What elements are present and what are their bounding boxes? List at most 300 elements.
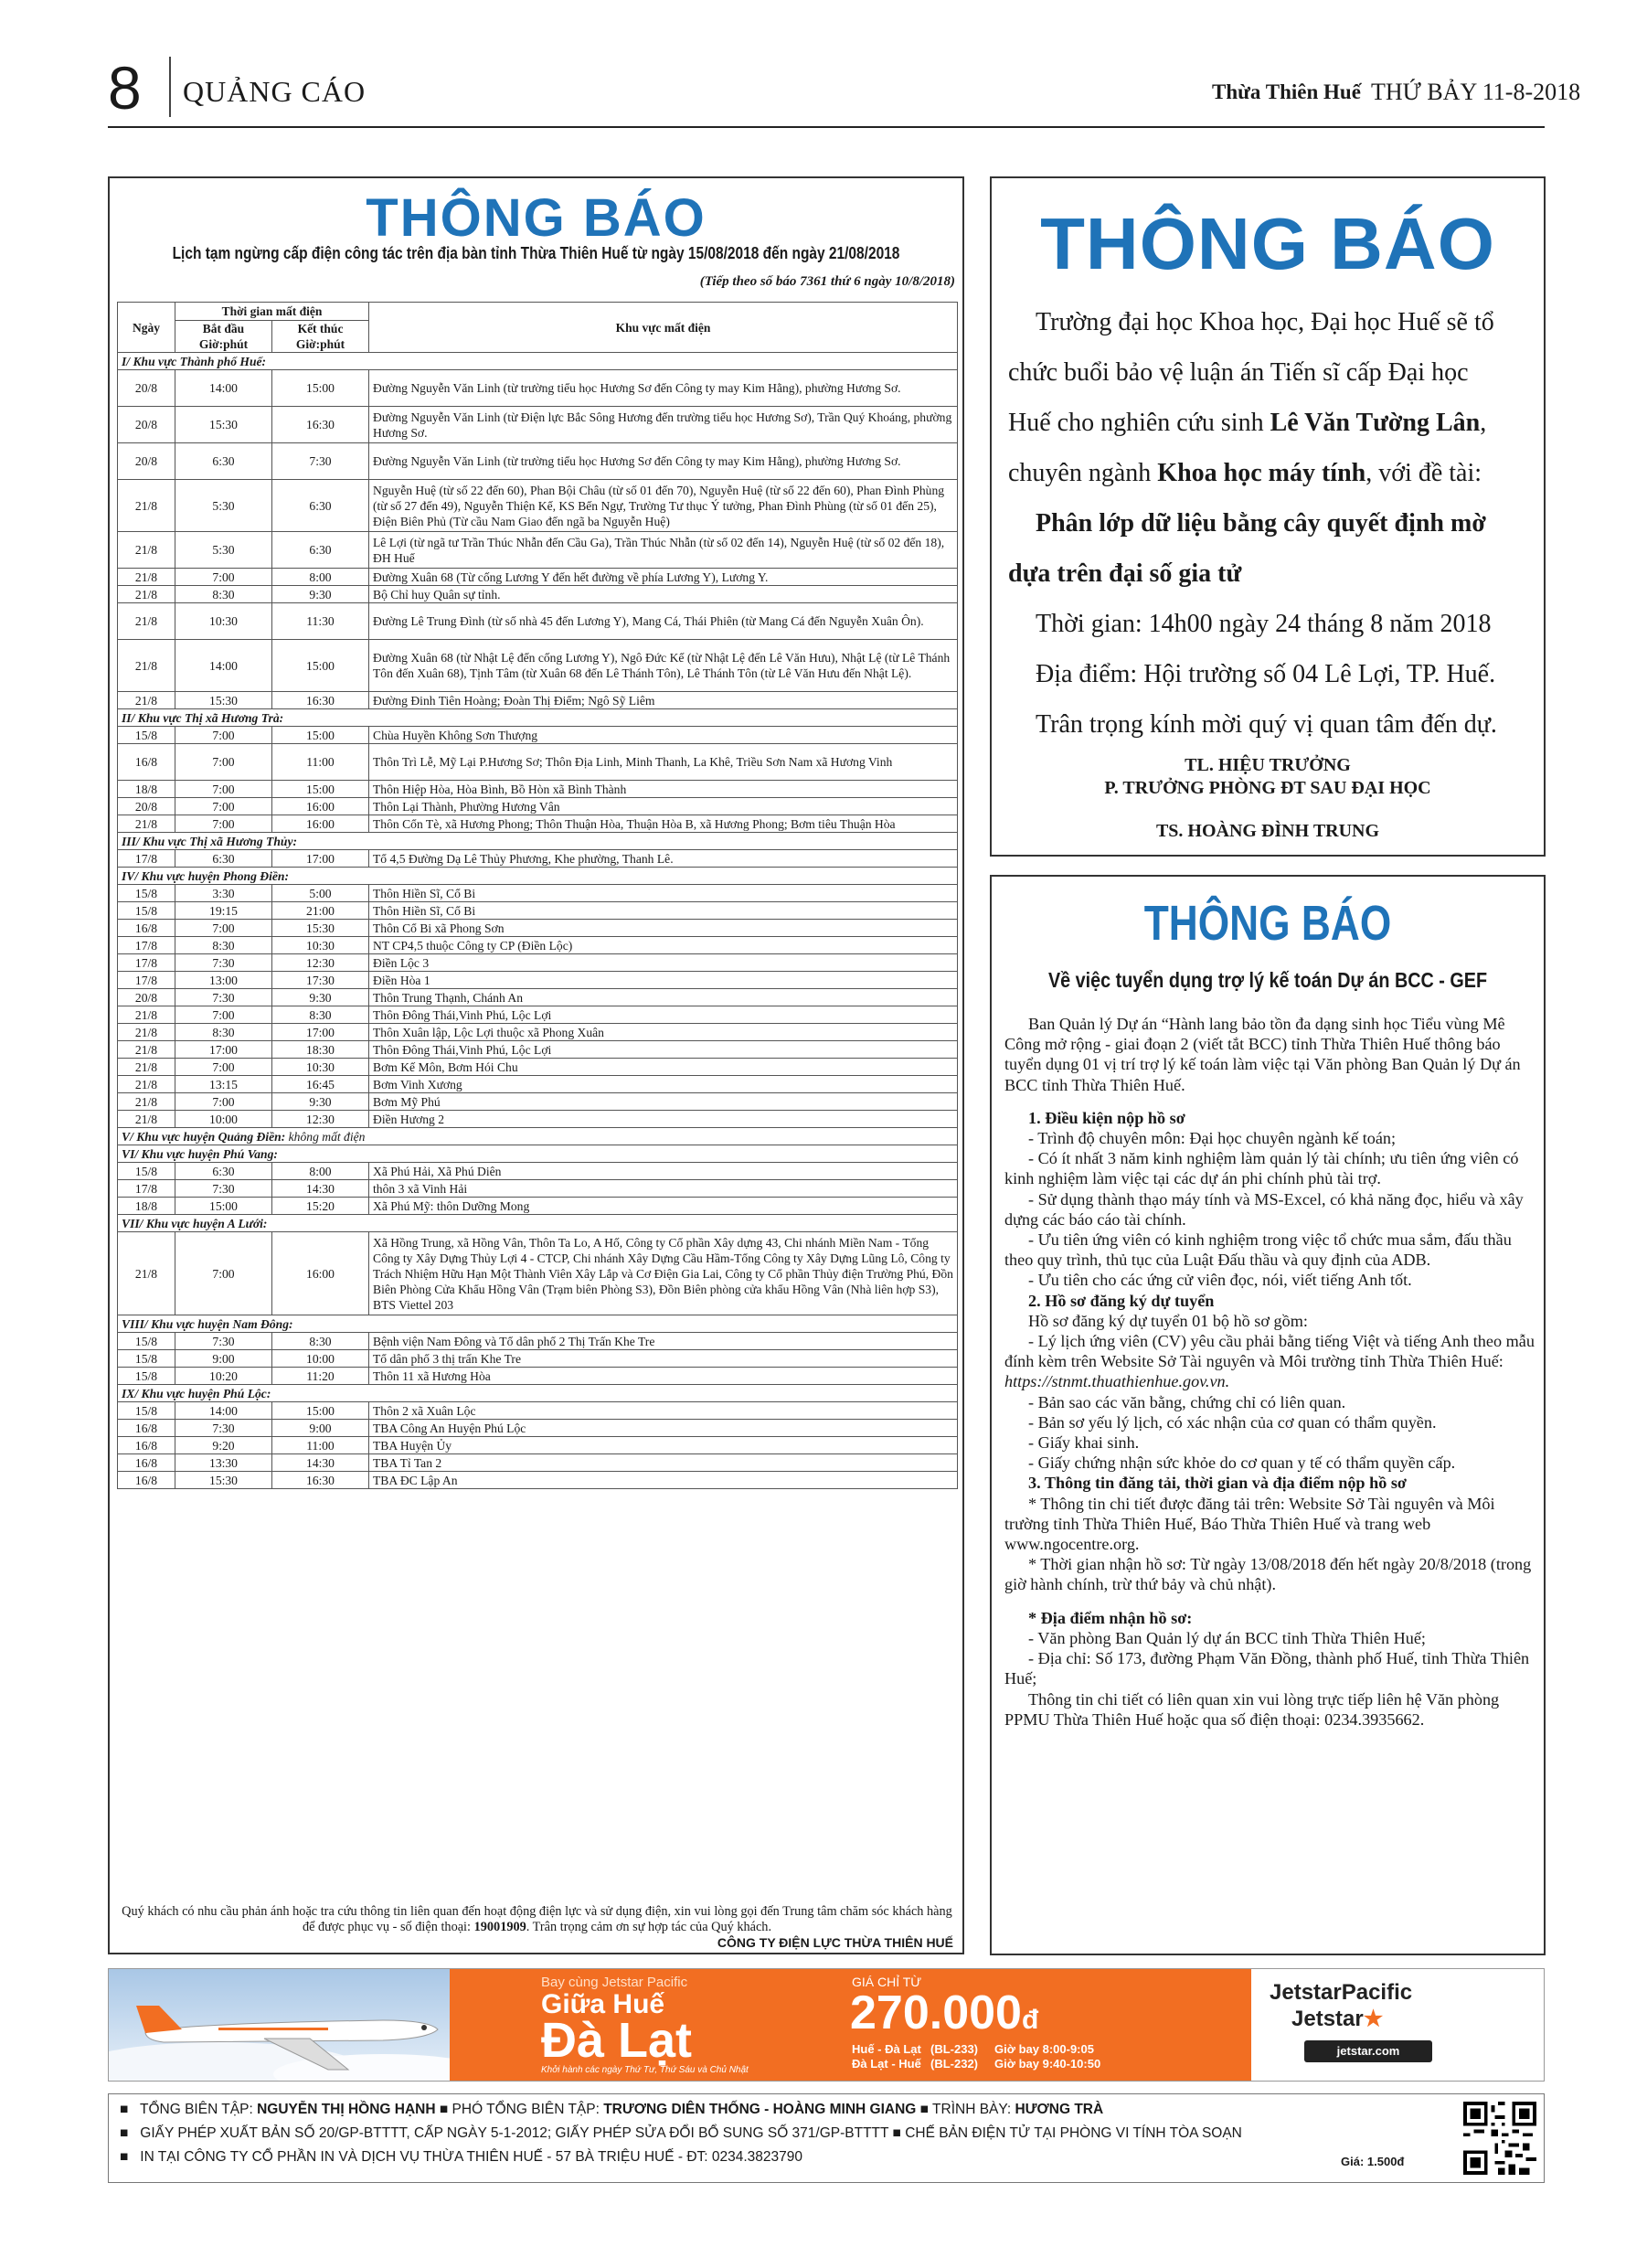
recruit-heading-2: 2. Hồ sơ đăng ký dự tuyển bbox=[1028, 1291, 1215, 1310]
recruit-c5: - Ưu tiên cho các ứng cử viên đọc, nói, viết tiếng Anh tốt. bbox=[1028, 1271, 1412, 1290]
cell-end: 16:00 bbox=[272, 798, 369, 815]
cell-area: Đường Đinh Tiên Hoàng; Đoàn Thị Điểm; Ngô Sỹ Liêm bbox=[369, 692, 958, 709]
designer: HƯƠNG TRÀ bbox=[1015, 2102, 1104, 2117]
table-row bbox=[118, 1180, 958, 1198]
table-row bbox=[118, 370, 958, 407]
ad-legs bbox=[852, 2042, 1100, 2071]
cell-area: Thôn Hiền Sĩ, Cổ Bi bbox=[369, 902, 958, 920]
jetstar-site[interactable]: jetstar.com bbox=[1304, 2040, 1432, 2062]
cell-start: 10:20 bbox=[175, 1368, 272, 1385]
cell-end: 10:30 bbox=[272, 1059, 369, 1076]
table-row bbox=[118, 1076, 958, 1093]
cell-day: 21/8 bbox=[118, 586, 175, 603]
cell-start: 15:30 bbox=[175, 407, 272, 443]
brand-jetstar-text: Jetstar bbox=[1291, 2007, 1364, 2031]
cell-end: 8:30 bbox=[272, 1333, 369, 1350]
table-row bbox=[118, 1093, 958, 1111]
cell-day: 20/8 bbox=[118, 443, 175, 480]
cell-area: Thôn Trì Lễ, Mỹ Lại P.Hương Sơ; Thôn Địa Linh, Minh Thanh, La Khê, Triều Sơn Nam xã Hương Vinh bbox=[369, 744, 958, 781]
col-start: Bắt đầu Giờ:phút bbox=[175, 321, 272, 353]
thesis-place: Địa điểm: Hội trường số 04 Lê Lợi, TP. Huế. bbox=[1036, 660, 1496, 688]
cell-start: 10:30 bbox=[175, 603, 272, 640]
thesis-invite: Trân trọng kính mời quý vị quan tâm đến dự. bbox=[1036, 710, 1497, 739]
cell-day: 21/8 bbox=[118, 603, 175, 640]
table-row bbox=[118, 1454, 958, 1472]
cell-day: 18/8 bbox=[118, 781, 175, 798]
cell-day: 20/8 bbox=[118, 370, 175, 407]
thesis-sign-1: TL. HIỆU TRƯỞNG bbox=[1185, 755, 1351, 775]
cell-day: 17/8 bbox=[118, 850, 175, 868]
star-icon: ★ bbox=[1363, 2007, 1384, 2031]
cell-day: 17/8 bbox=[118, 954, 175, 972]
section-name: VIII/ Khu vực huyện Nam Đông: bbox=[122, 1316, 293, 1331]
candidate-name: Lê Văn Tường Lân bbox=[1270, 409, 1481, 437]
cell-area: TBA Công An Huyện Phú Lộc bbox=[369, 1420, 958, 1437]
ad-fly: Bay cùng Jetstar Pacific bbox=[541, 1975, 688, 1990]
cell-day: 21/8 bbox=[118, 815, 175, 833]
cell-end: 16:30 bbox=[272, 1472, 369, 1489]
brand-pacific: JetstarPacific bbox=[1270, 1980, 1413, 2005]
cell-end: 11:00 bbox=[272, 744, 369, 781]
cell-area: Thôn 2 xã Xuân Lộc bbox=[369, 1402, 958, 1420]
table-section bbox=[118, 1385, 958, 1402]
cell-start: 13:15 bbox=[175, 1076, 272, 1093]
outage-subtitle: Lịch tạm ngừng cấp điện công tác trên địa bàn tỉnh Thừa Thiên Huế từ ngày 15/08/2018 đến ngày 21/08/2018 bbox=[172, 244, 900, 262]
cell-end: 11:20 bbox=[272, 1368, 369, 1385]
thesis-line-4 bbox=[1008, 448, 1534, 498]
recruit-c4: - Ưu tiên ứng viên có kinh nghiệm trong việc tổ chức mua sắm, đấu thầu theo quy trình, thủ tục của Luật Đấu thầu và quy định của ADB. bbox=[1004, 1230, 1512, 1270]
recruit-f1: - Văn phòng Ban Quản lý dự án BCC tỉnh Thừa Thiên Huế; bbox=[1028, 1628, 1426, 1647]
ad-route-2: Đà Lạt bbox=[541, 2013, 693, 2068]
cell-end: 15:20 bbox=[272, 1198, 369, 1215]
section-name: IX/ Khu vực huyện Phú Lộc: bbox=[122, 1386, 271, 1400]
recruit-c3: - Sử dụng thành thạo máy tính và MS-Excel, có khả năng đọc, hiểu và xây dựng các báo cáo tài chính. bbox=[1004, 1189, 1524, 1229]
cell-day: 16/8 bbox=[118, 920, 175, 937]
thesis-line-4a: chuyên ngành bbox=[1008, 459, 1158, 487]
cell-start: 9:00 bbox=[175, 1350, 272, 1368]
cell-start: 17:00 bbox=[175, 1041, 272, 1059]
ad-time-2: Giờ bay 9:40-10:50 bbox=[994, 2057, 1101, 2071]
recruit-e1: * Thông tin chi tiết được đăng tải trên: Website Sở Tài nguyên và Môi trường tỉnh Thừa Thiên Huế, Báo Thừa Thiên Huế và trang web www.ngocentre.org. bbox=[1004, 1494, 1495, 1554]
cell-area: Tổ dân phố 3 thị trấn Khe Tre bbox=[369, 1350, 958, 1368]
table-row bbox=[118, 781, 958, 798]
col-day: Ngày bbox=[118, 303, 175, 353]
thesis-topic-2: dựa trên đại số gia tử bbox=[1008, 559, 1242, 588]
page-number: 8 bbox=[108, 54, 142, 122]
outage-company: CÔNG TY ĐIỆN LỰC THỪA THIÊN HUẾ bbox=[717, 1935, 953, 1950]
outage-table bbox=[117, 302, 958, 1489]
cell-end: 6:30 bbox=[272, 480, 369, 532]
cell-day: 15/8 bbox=[118, 885, 175, 902]
cell-area: Thôn Đông Thái,Vinh Phú, Lộc Lợi bbox=[369, 1041, 958, 1059]
table-row bbox=[118, 1368, 958, 1385]
section-title bbox=[118, 1128, 958, 1145]
cell-start: 9:20 bbox=[175, 1437, 272, 1454]
cell-start: 7:00 bbox=[175, 1093, 272, 1111]
cell-end: 12:30 bbox=[272, 1111, 369, 1128]
cell-start: 13:00 bbox=[175, 972, 272, 989]
design-label: TRÌNH BÀY: bbox=[932, 2102, 1012, 2117]
cell-day: 18/8 bbox=[118, 1198, 175, 1215]
section-name: V/ Khu vực huyện Quảng Điền: bbox=[122, 1129, 286, 1144]
table-row bbox=[118, 480, 958, 532]
table-row bbox=[118, 1041, 958, 1059]
recruit-heading-3: 3. Thông tin đăng tải, thời gian và địa điểm nộp hồ sơ bbox=[1028, 1474, 1407, 1493]
cell-area: Bộ Chỉ huy Quân sự tỉnh. bbox=[369, 586, 958, 603]
cell-start: 15:00 bbox=[175, 1198, 272, 1215]
cell-end: 5:00 bbox=[272, 885, 369, 902]
cell-day: 21/8 bbox=[118, 692, 175, 709]
table-section bbox=[118, 868, 958, 885]
table-section bbox=[118, 833, 958, 850]
cell-area: Điền Lộc 3 bbox=[369, 954, 958, 972]
section-name: II/ Khu vực Thị xã Hương Trà: bbox=[122, 710, 284, 725]
cell-end: 10:00 bbox=[272, 1350, 369, 1368]
deputy: TRƯƠNG DIÊN THỐNG - HOÀNG MINH GIANG bbox=[603, 2102, 917, 2117]
cell-end: 14:30 bbox=[272, 1454, 369, 1472]
table-row bbox=[118, 407, 958, 443]
cell-start: 7:00 bbox=[175, 798, 272, 815]
imprint bbox=[108, 2093, 1545, 2183]
table-section bbox=[118, 1315, 958, 1333]
cell-end: 16:30 bbox=[272, 692, 369, 709]
table-row bbox=[118, 443, 958, 480]
cell-end: 10:30 bbox=[272, 937, 369, 954]
cell-start: 15:30 bbox=[175, 692, 272, 709]
table-row bbox=[118, 1350, 958, 1368]
table-row bbox=[118, 885, 958, 902]
thesis-time: Thời gian: 14h00 ngày 24 tháng 8 năm 2018 bbox=[1036, 610, 1492, 638]
cell-area: Tổ 4,5 Đường Dạ Lê Thủy Phương, Khe phường, Thanh Lê. bbox=[369, 850, 958, 868]
cell-start: 7:00 bbox=[175, 781, 272, 798]
section-name: VI/ Khu vực huyện Phú Vang: bbox=[122, 1146, 278, 1161]
cell-start: 6:30 bbox=[175, 1163, 272, 1180]
section-title bbox=[118, 1385, 958, 1402]
cell-start: 7:00 bbox=[175, 920, 272, 937]
cell-end: 14:30 bbox=[272, 1180, 369, 1198]
cell-day: 21/8 bbox=[118, 480, 175, 532]
cell-area: Thôn Cổn Tè, xã Hương Phong; Thôn Thuận Hòa, Thuận Hòa B, xã Hương Phong; Bơm tiêu Thuận Hòa bbox=[369, 815, 958, 833]
table-row bbox=[118, 603, 958, 640]
cell-area: Điền Hương 2 bbox=[369, 1111, 958, 1128]
cell-area: Bơm Vinh Xương bbox=[369, 1076, 958, 1093]
ad-price-label: GIÁ CHỈ TỪ bbox=[852, 1975, 922, 1989]
table-section bbox=[118, 1215, 958, 1232]
table-row bbox=[118, 569, 958, 586]
recruit-f2: - Địa chỉ: Số 173, đường Phạm Văn Đồng, thành phố Huế, tỉnh Thừa Thiên Huế; bbox=[1004, 1649, 1530, 1688]
section-note: không mất điện bbox=[288, 1129, 366, 1144]
cell-area: Bệnh viện Nam Đông và Tổ dân phố 2 Thị Trấn Khe Tre bbox=[369, 1333, 958, 1350]
ad-schedule: Khởi hành các ngày Thứ Tư, Thứ Sáu và Chủ Nhật bbox=[541, 2065, 749, 2075]
cell-area: Chùa Huyền Không Sơn Thượng bbox=[369, 727, 958, 744]
cell-end: 9:30 bbox=[272, 1093, 369, 1111]
cell-area: Bơm Kế Môn, Bơm Hói Chu bbox=[369, 1059, 958, 1076]
cell-day: 21/8 bbox=[118, 1111, 175, 1128]
cell-end: 9:30 bbox=[272, 586, 369, 603]
cell-area: Thôn Xuân lập, Lộc Lợi thuộc xã Phong Xuân bbox=[369, 1024, 958, 1041]
cell-start: 15:30 bbox=[175, 1472, 272, 1489]
cell-end: 12:30 bbox=[272, 954, 369, 972]
thesis-title: THÔNG BÁO bbox=[1040, 203, 1495, 284]
recruit-heading-4: * Địa điểm nhận hồ sơ: bbox=[1028, 1608, 1193, 1627]
cell-end: 15:00 bbox=[272, 727, 369, 744]
cell-end: 8:30 bbox=[272, 1006, 369, 1024]
editor: NGUYỄN THỊ HỒNG HẠNH bbox=[257, 2102, 436, 2117]
header-rule bbox=[108, 126, 1545, 128]
cell-area: Lê Lợi (từ ngã tư Trần Thúc Nhẫn đến Cầu Ga), Trần Thúc Nhẫn (từ số 02 đến 14), Nguyễn Huệ (từ số 02 đến 18), ĐH Huế bbox=[369, 532, 958, 569]
outage-footer-end: . Trân trọng cảm ơn sự hợp tác của Quý khách. bbox=[526, 1920, 772, 1934]
hotline-number: 19001909 bbox=[473, 1920, 526, 1934]
cell-start: 14:00 bbox=[175, 1402, 272, 1420]
cell-end: 15:00 bbox=[272, 370, 369, 407]
cell-start: 7:00 bbox=[175, 1006, 272, 1024]
cell-end: 17:00 bbox=[272, 1024, 369, 1041]
table-row bbox=[118, 1111, 958, 1128]
cell-day: 16/8 bbox=[118, 1437, 175, 1454]
table-row bbox=[118, 692, 958, 709]
editor-label: TỔNG BIÊN TẬP: bbox=[140, 2102, 253, 2117]
cell-end: 17:30 bbox=[272, 972, 369, 989]
cell-day: 21/8 bbox=[118, 532, 175, 569]
section-title bbox=[118, 353, 958, 370]
table-section bbox=[118, 1145, 958, 1163]
cell-end: 9:00 bbox=[272, 1420, 369, 1437]
recruitment-notice bbox=[990, 875, 1546, 1955]
section-title bbox=[118, 1215, 958, 1232]
cell-day: 15/8 bbox=[118, 902, 175, 920]
table-row bbox=[118, 532, 958, 569]
cell-start: 7:00 bbox=[175, 727, 272, 744]
section-title bbox=[118, 709, 958, 727]
cell-end: 6:30 bbox=[272, 532, 369, 569]
cell-day: 16/8 bbox=[118, 1454, 175, 1472]
recruit-f3: Thông tin chi tiết có liên quan xin vui lòng trực tiếp liên hệ Văn phòng PPMU Thừa Thiên Huế hoặc qua số điện thoại: 0234.3935662. bbox=[1004, 1689, 1500, 1729]
imprint-line-3: ■ IN TẠI CÔNG TY CỔ PHẦN IN VÀ DỊCH VỤ THỪA THIÊN HUẾ - 57 BÀ TRIỆU HUẾ - ĐT: 0234.3823790 bbox=[120, 2149, 803, 2165]
outage-footer bbox=[119, 1904, 955, 1935]
table-row bbox=[118, 640, 958, 692]
cell-start: 7:00 bbox=[175, 1059, 272, 1076]
ad-price-value: 270.000 bbox=[850, 1986, 1022, 2039]
ad-time-1: Giờ bay 8:00-9:05 bbox=[994, 2042, 1094, 2056]
cell-day: 17/8 bbox=[118, 1180, 175, 1198]
cell-end: 11:30 bbox=[272, 603, 369, 640]
cell-start: 5:30 bbox=[175, 480, 272, 532]
cell-area: Thôn Hiệp Hòa, Hòa Bình, Bồ Hòn xã Bình Thành bbox=[369, 781, 958, 798]
cell-start: 8:30 bbox=[175, 586, 272, 603]
cell-area: Đường Nguyễn Văn Linh (từ Điện lực Bắc Sông Hương đến trường tiểu học Hương Sơ), Trần Quý Khoáng, phường Hương Sơ. bbox=[369, 407, 958, 443]
prepress: CHẾ BẢN ĐIỆN TỬ TẠI PHÒNG VI TÍNH TÒA SOẠN bbox=[905, 2125, 1242, 2141]
table-row bbox=[118, 1006, 958, 1024]
recruit-d1 bbox=[1004, 1331, 1535, 1392]
cell-area: Đường Lê Trung Đình (từ số nhà 45 đến Lương Y), Mang Cá, Thái Phiên (từ Mang Cá đến Nguyễn Xuân Ôn). bbox=[369, 603, 958, 640]
table-row bbox=[118, 1059, 958, 1076]
cell-start: 7:30 bbox=[175, 989, 272, 1006]
cell-area: Thôn Hiền Sĩ, Cổ Bi bbox=[369, 885, 958, 902]
jetstar-logo bbox=[1251, 1969, 1545, 2082]
ad-offer bbox=[450, 1969, 1251, 2082]
table-section bbox=[118, 353, 958, 370]
col-end: Kết thúc Giờ:phút bbox=[272, 321, 369, 353]
cell-area: NT CP4,5 thuộc Công ty CP (Điền Lộc) bbox=[369, 937, 958, 954]
recruit-title: THÔNG BÁO bbox=[1143, 896, 1392, 951]
cell-day: 21/8 bbox=[118, 640, 175, 692]
jetstar-ad[interactable] bbox=[108, 1968, 1545, 2082]
recruit-c2: - Có ít nhất 3 năm kinh nghiệm làm quản lý tài chính; ưu tiên ứng viên có kinh nghiệm làm việc tại các dự án phi chính phủ tài trợ. bbox=[1004, 1149, 1519, 1188]
newspaper-name: Thừa Thiên Huế bbox=[1212, 80, 1361, 103]
cell-start: 7:00 bbox=[175, 1232, 272, 1315]
cell-start: 3:30 bbox=[175, 885, 272, 902]
cell-start: 19:15 bbox=[175, 902, 272, 920]
table-row bbox=[118, 586, 958, 603]
recruit-d3: - Bản sơ yếu lý lịch, có xác nhận của cơ quan có thẩm quyền. bbox=[1028, 1412, 1437, 1432]
cell-end: 21:00 bbox=[272, 902, 369, 920]
recruit-url[interactable]: https://stnmt.thuathienhue.gov.vn. bbox=[1004, 1372, 1230, 1391]
cell-start: 7:30 bbox=[175, 1333, 272, 1350]
ad-code-1: (BL-233) bbox=[930, 2042, 979, 2056]
thesis-signer: TS. HOÀNG ĐÌNH TRUNG bbox=[1155, 821, 1380, 841]
brand-jetstar bbox=[1291, 2006, 1383, 2032]
cell-day: 21/8 bbox=[118, 1059, 175, 1076]
cell-day: 21/8 bbox=[118, 1024, 175, 1041]
table-row bbox=[118, 727, 958, 744]
table-row bbox=[118, 920, 958, 937]
table-row bbox=[118, 989, 958, 1006]
section-title bbox=[118, 833, 958, 850]
table-row bbox=[118, 1420, 958, 1437]
cell-end: 9:30 bbox=[272, 989, 369, 1006]
cell-area: Đường Xuân 68 (từ Nhật Lệ đến cống Lương Y), Ngô Đức Kế (từ Nhật Lệ đến Lê Văn Hưu), Nhật Lệ (từ Lê Thánh Tôn đến Xuân 68), Tịnh Tâm (từ Xuân 68 đến Lê Thánh Tôn), Lê Thánh Tôn (từ Lê Văn Hưu đến Nhật Lệ). bbox=[369, 640, 958, 692]
ad-currency: đ bbox=[1021, 2005, 1039, 2035]
recruit-c1: - Trình độ chuyên môn: Đại học chuyên ngành kế toán; bbox=[1028, 1129, 1397, 1148]
cell-area: thôn 3 xã Vinh Hải bbox=[369, 1180, 958, 1198]
table-row bbox=[118, 954, 958, 972]
recruit-d0: Hồ sơ đăng ký dự tuyển 01 bộ hồ sơ gồm: bbox=[1028, 1311, 1308, 1330]
cell-end: 7:30 bbox=[272, 443, 369, 480]
cell-end: 16:00 bbox=[272, 815, 369, 833]
qr-code-icon bbox=[1463, 2102, 1536, 2175]
ad-leg-1: Huế - Đà Lạt bbox=[852, 2042, 921, 2056]
recruit-d4: - Giấy khai sinh. bbox=[1028, 1433, 1140, 1453]
section-title bbox=[118, 1145, 958, 1163]
printer: IN TẠI CÔNG TY CỔ PHẦN IN VÀ DỊCH VỤ THỪA THIÊN HUẾ - 57 BÀ TRIỆU HUẾ - ĐT: 0234.3823790 bbox=[140, 2149, 803, 2165]
thesis-line-1: Trường đại học Khoa học, Đại học Huế sẽ tổ bbox=[1036, 308, 1494, 336]
cell-area: Thôn 11 xã Hương Hòa bbox=[369, 1368, 958, 1385]
cell-end: 18:30 bbox=[272, 1041, 369, 1059]
ad-leg-2: Đà Lạt - Huế bbox=[852, 2057, 921, 2071]
cell-day: 21/8 bbox=[118, 1041, 175, 1059]
table-row bbox=[118, 815, 958, 833]
cell-day: 15/8 bbox=[118, 727, 175, 744]
cell-area: TBA Tỉ Tan 2 bbox=[369, 1454, 958, 1472]
table-row bbox=[118, 1232, 958, 1315]
outage-table-body bbox=[118, 353, 958, 1489]
cell-start: 6:30 bbox=[175, 850, 272, 868]
thesis-notice bbox=[990, 176, 1546, 857]
recruit-intro: Ban Quản lý Dự án “Hành lang bảo tồn đa dạng sinh học Tiểu vùng Mê Công mở rộng - giai đoạn 2 (viết tắt BCC) tỉnh Thừa Thiên Huế thông báo tuyển dụng 01 vị trí trợ lý kế toán làm việc tại Văn phòng Ban Quản lý Dự án BCC tỉnh Thừa Thiên Huế. bbox=[1004, 1015, 1521, 1094]
section-title: QUẢNG CÁO bbox=[183, 75, 367, 108]
cell-area: Thôn Trung Thạnh, Chánh An bbox=[369, 989, 958, 1006]
cell-area: Nguyễn Huệ (từ số 22 đến 60), Phan Bội Châu (từ số 01 đến 70), Nguyễn Huệ (từ số 22 đến 60), Phan Đình Phùng (từ số 27 đến 49), Nguyễn Thiện Kế, KS Bến Ngự, Trường Tư thục Ý tưởng, Phan Đình Phùng (từ số 01 đến 25), Điện Biên Phủ (Từ cầu Nam Giao đến ngã ba Nguyễn Huệ) bbox=[369, 480, 958, 532]
cell-area: Thôn Cổ Bi xã Phong Sơn bbox=[369, 920, 958, 937]
table-row bbox=[118, 798, 958, 815]
recruit-d2: - Bản sao các văn bằng, chứng chỉ có liên quan. bbox=[1028, 1392, 1346, 1411]
ad-price bbox=[850, 1986, 1038, 2048]
cell-day: 20/8 bbox=[118, 798, 175, 815]
thesis-line-3: Huế cho nghiên cứu sinh Lê Văn Tường Lân, bbox=[1008, 409, 1487, 437]
cell-area: Xã Hồng Trung, xã Hồng Vân, Thôn Ta Lo, A Hố, Công ty Cổ phần Xây dựng 43, Chi nhánh Miền Nam - Tổng Công ty Xây Dựng Thủy Lợi 4 - CTCP, Chi nhánh Xây Dựng Cầu Hầm-Tổng Công ty Xây Dựng Lũng Lô, Công ty Trách Nhiệm Hữu Hạn Một Thành Viên Xây Lắp và Cơ Điện Gia Lai, Công ty Cổ phần Thủy điện Trường Phú, Đồn Biên Phòng Cửa Khẩu Hồng Vân (Trạm biên Phòng S3), Đồn Biên phòng cửa khẩu Hồng Vân (Nhà liên hợp S3), BTS Viettel 203 bbox=[369, 1232, 958, 1315]
recruit-heading-1: 1. Điều kiện nộp hồ sơ bbox=[1028, 1108, 1185, 1127]
imprint-line-1: ■ TỔNG BIÊN TẬP: NGUYỄN THỊ HỒNG HẠNH ■ PHÓ TỔNG BIÊN TẬP: TRƯƠNG DIÊN THỐNG - HOÀNG MINH GIANG ■ TRÌNH BÀY: HƯƠNG TRÀ bbox=[120, 2102, 1104, 2117]
cell-day: 15/8 bbox=[118, 1163, 175, 1180]
recruit-body bbox=[1004, 1014, 1535, 1730]
cell-end: 15:00 bbox=[272, 640, 369, 692]
table-row bbox=[118, 902, 958, 920]
table-section bbox=[118, 1128, 958, 1145]
cell-area: Đường Xuân 68 (Từ cống Lương Y đến hết đường về phía Lương Y), Lương Y. bbox=[369, 569, 958, 586]
cell-day: 17/8 bbox=[118, 972, 175, 989]
cell-area: Xã Phú Hải, Xã Phú Diên bbox=[369, 1163, 958, 1180]
cell-end: 8:00 bbox=[272, 569, 369, 586]
outage-footer-text: Quý khách có nhu cầu phản ánh hoặc tra cứu thông tin liên quan đến hoạt động điện lực và sử dụng điện, xin vui lòng gọi đến Trung tâm chăm sóc khách hàng để được phục vụ - số điện thoại: bbox=[122, 1904, 952, 1934]
cell-start: 6:30 bbox=[175, 443, 272, 480]
cell-start: 13:30 bbox=[175, 1454, 272, 1472]
cell-area: Thôn Lại Thành, Phường Hương Vân bbox=[369, 798, 958, 815]
cell-day: 21/8 bbox=[118, 1232, 175, 1315]
table-row bbox=[118, 744, 958, 781]
cell-area: Đường Nguyễn Văn Linh (từ trường tiểu học Hương Sơ đến Công ty may Kim Hằng), phường Hương Sơ. bbox=[369, 370, 958, 407]
cell-day: 17/8 bbox=[118, 937, 175, 954]
outage-title: THÔNG BÁO bbox=[366, 188, 707, 248]
cell-start: 7:00 bbox=[175, 569, 272, 586]
cell-end: 11:00 bbox=[272, 1437, 369, 1454]
cell-area: Bơm Mỹ Phú bbox=[369, 1093, 958, 1111]
airplane-image bbox=[109, 1969, 450, 2082]
issue-date: THỨ BẢY 11-8-2018 bbox=[1371, 79, 1581, 105]
thesis-line-4c: , với đề tài: bbox=[1365, 459, 1482, 487]
section-name: I/ Khu vực Thành phố Huế: bbox=[122, 354, 267, 368]
recruit-e2: * Thời gian nhận hồ sơ: Từ ngày 13/08/2018 đến hết ngày 20/8/2018 (trong giờ hành chính, trừ thứ bảy và chủ nhật). bbox=[1004, 1555, 1532, 1594]
cell-start: 8:30 bbox=[175, 1024, 272, 1041]
table-row bbox=[118, 937, 958, 954]
outage-continuation-note: (Tiếp theo số báo 7361 thứ 6 ngày 10/8/2018) bbox=[699, 274, 955, 289]
cell-area: Thôn Đông Thái,Vinh Phú, Lộc Lợi bbox=[369, 1006, 958, 1024]
cell-start: 7:30 bbox=[175, 1420, 272, 1437]
cell-day: 21/8 bbox=[118, 1006, 175, 1024]
cell-start: 10:00 bbox=[175, 1111, 272, 1128]
thesis-topic-1: Phân lớp dữ liệu bằng cây quyết định mờ bbox=[1036, 509, 1486, 538]
issue-price: Giá: 1.500đ bbox=[1341, 2155, 1405, 2168]
table-row bbox=[118, 972, 958, 989]
section-name: VII/ Khu vực huyện A Lưới: bbox=[122, 1216, 268, 1230]
cell-area: Đường Nguyễn Văn Linh (từ trường tiểu học Hương Sơ đến Công ty may Kim Hằng), phường Hương Sơ. bbox=[369, 443, 958, 480]
outage-notice bbox=[108, 176, 964, 1954]
cell-day: 15/8 bbox=[118, 1350, 175, 1368]
cell-day: 21/8 bbox=[118, 1093, 175, 1111]
cell-end: 15:00 bbox=[272, 1402, 369, 1420]
cell-end: 16:00 bbox=[272, 1232, 369, 1315]
table-section bbox=[118, 709, 958, 727]
thesis-sign-2: P. TRƯỞNG PHÒNG ĐT SAU ĐẠI HỌC bbox=[1104, 778, 1431, 798]
table-row bbox=[118, 1198, 958, 1215]
col-time-group: Thời gian mất điện bbox=[175, 303, 369, 321]
cell-end: 8:00 bbox=[272, 1163, 369, 1180]
cell-start: 7:00 bbox=[175, 815, 272, 833]
col-area: Khu vực mất điện bbox=[369, 303, 958, 353]
table-row bbox=[118, 1402, 958, 1420]
cell-day: 16/8 bbox=[118, 1420, 175, 1437]
table-row bbox=[118, 1163, 958, 1180]
cell-day: 16/8 bbox=[118, 1472, 175, 1489]
